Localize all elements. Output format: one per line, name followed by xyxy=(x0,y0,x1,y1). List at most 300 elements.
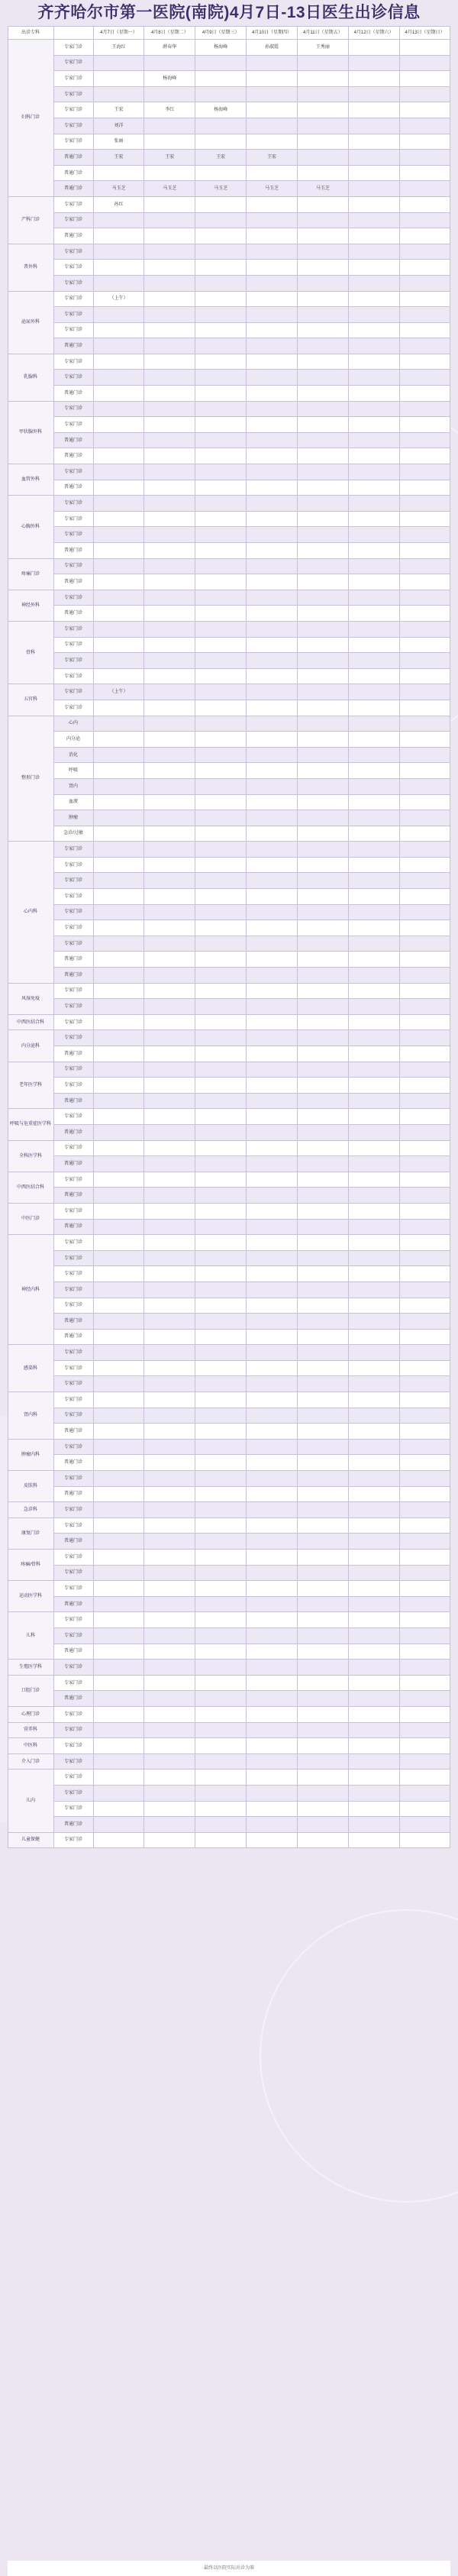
table-row xyxy=(8,668,450,684)
doctor-cell xyxy=(195,1203,247,1219)
doctor-cell xyxy=(247,1770,298,1786)
doctor-cell xyxy=(195,1706,247,1722)
clinic-type-cell: 普通门诊 xyxy=(53,1188,93,1204)
doctor-cell xyxy=(399,684,450,700)
clinic-type-cell: 专家门诊 xyxy=(53,1722,93,1738)
table-row xyxy=(8,1753,450,1770)
doctor-cell xyxy=(144,1753,195,1770)
doctor-cell xyxy=(195,228,247,244)
doctor-cell xyxy=(348,1817,399,1833)
doctor-cell xyxy=(348,1360,399,1376)
table-row xyxy=(8,684,450,700)
doctor-cell xyxy=(348,857,399,873)
clinic-type-cell: 普通门诊 xyxy=(53,1093,93,1109)
doctor-cell xyxy=(247,968,298,984)
clinic-type-cell: 专家门诊 xyxy=(53,889,93,905)
doctor-cell xyxy=(195,1801,247,1817)
doctor-cell xyxy=(247,1046,298,1062)
table-row xyxy=(8,1219,450,1235)
doctor-cell xyxy=(247,1691,298,1707)
table-row xyxy=(8,716,450,732)
doctor-cell xyxy=(348,983,399,999)
clinic-type-cell: 急诊/过敏 xyxy=(53,826,93,842)
doctor-cell xyxy=(348,1250,399,1266)
doctor-cell xyxy=(195,842,247,858)
doctor-cell xyxy=(93,1392,144,1408)
doctor-cell xyxy=(348,1770,399,1786)
doctor-cell xyxy=(144,810,195,826)
clinic-type-cell: 专家门诊 xyxy=(53,1392,93,1408)
table-row xyxy=(8,637,450,653)
doctor-cell xyxy=(144,1439,195,1455)
table-row xyxy=(8,558,450,574)
doctor-cell xyxy=(195,1832,247,1848)
doctor-cell xyxy=(348,480,399,496)
table-row xyxy=(8,1360,450,1376)
doctor-cell xyxy=(399,417,450,433)
doctor-cell xyxy=(247,401,298,417)
doctor-cell xyxy=(195,1235,247,1251)
doctor-cell xyxy=(93,543,144,559)
doctor-cell xyxy=(195,778,247,794)
department-cell: 血管外科 xyxy=(8,464,53,496)
table-row xyxy=(8,1675,450,1691)
doctor-cell xyxy=(93,1486,144,1502)
department-cell: 普外科 xyxy=(8,244,53,291)
clinic-type-cell: 普通门诊 xyxy=(53,480,93,496)
doctor-cell xyxy=(93,1722,144,1738)
doctor-cell xyxy=(247,291,298,307)
clinic-type-cell: 肿瘤 xyxy=(53,810,93,826)
doctor-cell xyxy=(399,1345,450,1361)
doctor-cell xyxy=(195,794,247,810)
doctor-cell xyxy=(247,1345,298,1361)
clinic-type-cell: 专家门诊 xyxy=(53,1517,93,1534)
doctor-cell xyxy=(297,842,348,858)
table-row xyxy=(8,936,450,952)
doctor-cell xyxy=(348,275,399,291)
doctor-cell xyxy=(144,165,195,181)
doctor-cell xyxy=(297,873,348,889)
table-row xyxy=(8,1706,450,1722)
doctor-cell xyxy=(297,165,348,181)
doctor-cell xyxy=(195,1266,247,1282)
doctor-cell xyxy=(144,1172,195,1188)
table-row xyxy=(8,1282,450,1298)
doctor-cell xyxy=(399,920,450,936)
doctor-cell xyxy=(93,999,144,1015)
doctor-cell xyxy=(247,1753,298,1770)
doctor-cell xyxy=(297,1471,348,1487)
clinic-type-cell: 专家门诊 xyxy=(53,1078,93,1094)
doctor-cell xyxy=(348,1093,399,1109)
doctor-cell xyxy=(348,1078,399,1094)
clinic-type-cell: 专家门诊 xyxy=(53,1360,93,1376)
doctor-cell xyxy=(247,134,298,150)
table-row xyxy=(8,1140,450,1156)
doctor-cell xyxy=(93,1078,144,1094)
doctor-cell xyxy=(195,527,247,543)
doctor-cell xyxy=(399,228,450,244)
footer-note: 最终以医院实际出诊为准 xyxy=(8,2561,450,2576)
clinic-type-cell: 普通门诊 xyxy=(53,1486,93,1502)
table-row xyxy=(8,165,450,181)
doctor-cell xyxy=(297,432,348,448)
doctor-cell xyxy=(195,1298,247,1314)
table-row xyxy=(8,401,450,417)
doctor-cell xyxy=(195,496,247,512)
clinic-type-cell: 专家门诊 xyxy=(53,1675,93,1691)
doctor-cell xyxy=(348,1345,399,1361)
doctor-cell xyxy=(399,275,450,291)
clinic-type-cell: 血液 xyxy=(53,794,93,810)
doctor-cell xyxy=(247,102,298,118)
doctor-cell xyxy=(195,1439,247,1455)
doctor-cell xyxy=(144,999,195,1015)
department-cell: 中西医结合科 xyxy=(8,1014,53,1030)
table-row xyxy=(8,842,450,858)
doctor-cell xyxy=(348,1329,399,1345)
doctor-cell xyxy=(399,322,450,338)
doctor-cell xyxy=(195,71,247,87)
doctor-cell xyxy=(144,716,195,732)
doctor-cell xyxy=(297,1109,348,1125)
doctor-cell xyxy=(144,873,195,889)
doctor-cell xyxy=(247,1140,298,1156)
doctor-cell xyxy=(144,417,195,433)
table-row xyxy=(8,134,450,150)
doctor-cell xyxy=(399,181,450,197)
table-row xyxy=(8,1627,450,1644)
clinic-type-cell: 普通门诊 xyxy=(53,165,93,181)
doctor-cell xyxy=(247,1392,298,1408)
doctor-cell xyxy=(399,1817,450,1833)
doctor-cell xyxy=(399,1738,450,1754)
doctor-cell xyxy=(399,55,450,71)
clinic-type-cell: 专家门诊 xyxy=(53,1439,93,1455)
doctor-cell xyxy=(297,1282,348,1298)
doctor-cell xyxy=(144,1612,195,1628)
doctor-cell xyxy=(195,1345,247,1361)
doctor-cell xyxy=(144,763,195,779)
doctor-cell xyxy=(93,558,144,574)
doctor-cell xyxy=(348,873,399,889)
doctor-cell xyxy=(297,1188,348,1204)
table-row xyxy=(8,1376,450,1392)
doctor-cell xyxy=(348,1471,399,1487)
table-row xyxy=(8,527,450,543)
doctor-cell xyxy=(195,1140,247,1156)
doctor-cell: 王宏 xyxy=(144,150,195,166)
doctor-cell xyxy=(195,1329,247,1345)
table-header xyxy=(8,27,450,40)
doctor-cell: 马玉芝 xyxy=(93,181,144,197)
department-cell: 甲状腺外科 xyxy=(8,401,53,464)
doctor-cell xyxy=(144,307,195,323)
table-row xyxy=(8,1046,450,1062)
doctor-cell xyxy=(348,1109,399,1125)
table-row xyxy=(8,386,450,402)
doctor-cell xyxy=(144,543,195,559)
doctor-cell xyxy=(195,1753,247,1770)
doctor-cell xyxy=(297,826,348,842)
doctor-cell xyxy=(195,873,247,889)
doctor-cell xyxy=(247,1329,298,1345)
table-row xyxy=(8,307,450,323)
doctor-cell xyxy=(297,794,348,810)
doctor-cell: 薛春华 xyxy=(144,40,195,56)
doctor-cell: 杨海峰 xyxy=(195,40,247,56)
doctor-cell xyxy=(144,1282,195,1298)
doctor-cell xyxy=(195,920,247,936)
table-row xyxy=(8,86,450,102)
department-cell: 神经内科 xyxy=(8,1235,53,1345)
doctor-cell xyxy=(297,401,348,417)
doctor-cell xyxy=(93,1534,144,1550)
doctor-cell xyxy=(144,1722,195,1738)
doctor-cell xyxy=(247,590,298,606)
clinic-type-cell: 普通门诊 xyxy=(53,1534,93,1550)
doctor-cell xyxy=(399,1093,450,1109)
doctor-cell xyxy=(195,637,247,653)
doctor-cell xyxy=(399,1550,450,1566)
doctor-cell xyxy=(93,747,144,763)
table-row xyxy=(8,196,450,212)
doctor-cell xyxy=(297,684,348,700)
doctor-cell: 王宏 xyxy=(247,150,298,166)
doctor-cell xyxy=(247,1612,298,1628)
doctor-cell xyxy=(93,904,144,920)
doctor-cell xyxy=(399,511,450,527)
clinic-type-cell: 专家门诊 xyxy=(53,1140,93,1156)
doctor-cell xyxy=(399,1078,450,1094)
doctor-cell xyxy=(297,763,348,779)
doctor-cell xyxy=(247,810,298,826)
doctor-cell xyxy=(399,40,450,56)
table-row xyxy=(8,1156,450,1172)
doctor-cell xyxy=(297,968,348,984)
doctor-cell xyxy=(144,322,195,338)
table-row xyxy=(8,1565,450,1581)
doctor-cell xyxy=(247,763,298,779)
doctor-cell xyxy=(195,1030,247,1046)
doctor-cell xyxy=(247,1738,298,1754)
doctor-cell xyxy=(348,1534,399,1550)
doctor-cell xyxy=(399,196,450,212)
doctor-cell xyxy=(348,1392,399,1408)
doctor-cell xyxy=(144,606,195,622)
doctor-cell xyxy=(144,1266,195,1282)
doctor-cell xyxy=(195,1360,247,1376)
doctor-cell xyxy=(144,260,195,276)
clinic-type-cell: 专家门诊 xyxy=(53,700,93,716)
doctor-cell xyxy=(144,590,195,606)
doctor-cell xyxy=(93,653,144,669)
table-row xyxy=(8,1596,450,1612)
doctor-cell xyxy=(247,386,298,402)
doctor-cell xyxy=(348,1172,399,1188)
doctor-cell xyxy=(247,747,298,763)
doctor-cell xyxy=(297,102,348,118)
doctor-cell xyxy=(144,684,195,700)
doctor-cell xyxy=(93,1675,144,1691)
doctor-cell xyxy=(144,511,195,527)
doctor-cell xyxy=(93,448,144,464)
doctor-cell xyxy=(297,1203,348,1219)
doctor-cell xyxy=(195,55,247,71)
doctor-cell xyxy=(348,1030,399,1046)
clinic-type-cell: 普通门诊 xyxy=(53,1219,93,1235)
doctor-cell xyxy=(93,1188,144,1204)
doctor-cell xyxy=(144,1785,195,1801)
department-cell: 内分泌科 xyxy=(8,1030,53,1062)
doctor-cell xyxy=(399,842,450,858)
doctor-cell xyxy=(144,1078,195,1094)
clinic-type-cell: 普通门诊 xyxy=(53,574,93,590)
doctor-cell xyxy=(399,1109,450,1125)
doctor-cell xyxy=(195,1046,247,1062)
clinic-type-cell: 专家门诊 xyxy=(53,401,93,417)
doctor-cell xyxy=(195,370,247,386)
doctor-cell xyxy=(195,668,247,684)
table-row xyxy=(8,1550,450,1566)
department-cell: 儿童保健 xyxy=(8,1832,53,1848)
doctor-cell xyxy=(399,1675,450,1691)
doctor-cell xyxy=(399,1360,450,1376)
clinic-type-cell: 专家门诊 xyxy=(53,322,93,338)
doctor-cell xyxy=(144,1550,195,1566)
doctor-cell xyxy=(348,716,399,732)
doctor-cell xyxy=(297,260,348,276)
doctor-cell xyxy=(297,71,348,87)
table-row xyxy=(8,1534,450,1550)
doctor-cell xyxy=(195,952,247,968)
doctor-cell xyxy=(348,1439,399,1455)
doctor-cell xyxy=(144,826,195,842)
doctor-cell xyxy=(399,86,450,102)
doctor-cell xyxy=(348,165,399,181)
doctor-cell xyxy=(399,386,450,402)
table-row xyxy=(8,747,450,763)
doctor-cell xyxy=(297,637,348,653)
doctor-cell xyxy=(93,668,144,684)
doctor-cell xyxy=(297,1030,348,1046)
doctor-cell xyxy=(348,511,399,527)
doctor-cell xyxy=(297,386,348,402)
doctor-cell xyxy=(195,999,247,1015)
doctor-cell xyxy=(144,574,195,590)
doctor-cell xyxy=(297,1502,348,1518)
doctor-cell xyxy=(399,1502,450,1518)
header-row xyxy=(8,27,450,40)
clinic-type-cell: 专家门诊 xyxy=(53,1235,93,1251)
clinic-type-cell: 专家门诊 xyxy=(53,1109,93,1125)
doctor-cell xyxy=(144,527,195,543)
department-cell: 感染科 xyxy=(8,1345,53,1392)
doctor-cell xyxy=(144,55,195,71)
table-row xyxy=(8,244,450,260)
doctor-cell xyxy=(144,1345,195,1361)
doctor-cell xyxy=(247,873,298,889)
doctor-cell xyxy=(195,1219,247,1235)
doctor-cell xyxy=(247,1250,298,1266)
clinic-type-cell: 专家门诊 xyxy=(53,1282,93,1298)
doctor-cell xyxy=(399,904,450,920)
clinic-type-cell: 普通门诊 xyxy=(53,386,93,402)
clinic-type-cell: 专家门诊 xyxy=(53,936,93,952)
doctor-cell xyxy=(399,1722,450,1738)
doctor-cell xyxy=(93,370,144,386)
doctor-cell xyxy=(93,1345,144,1361)
clinic-type-cell: 专家门诊 xyxy=(53,1706,93,1722)
doctor-cell xyxy=(399,1408,450,1424)
doctor-cell xyxy=(195,1109,247,1125)
doctor-cell xyxy=(297,1392,348,1408)
doctor-cell xyxy=(297,983,348,999)
table-row xyxy=(8,1250,450,1266)
doctor-cell xyxy=(297,1345,348,1361)
doctor-cell xyxy=(399,1282,450,1298)
doctor-cell xyxy=(247,920,298,936)
doctor-cell xyxy=(93,763,144,779)
doctor-cell xyxy=(247,952,298,968)
doctor-cell xyxy=(348,1314,399,1330)
doctor-cell: 马玉芝 xyxy=(195,181,247,197)
doctor-cell xyxy=(297,1376,348,1392)
doctor-cell xyxy=(399,1392,450,1408)
department-cell: 皮肤科 xyxy=(8,1471,53,1502)
doctor-cell xyxy=(93,464,144,480)
doctor-cell xyxy=(399,1486,450,1502)
doctor-cell xyxy=(144,1471,195,1487)
doctor-cell xyxy=(195,700,247,716)
doctor-cell xyxy=(93,1565,144,1581)
doctor-cell xyxy=(195,322,247,338)
doctor-cell xyxy=(144,1660,195,1676)
doctor-cell xyxy=(348,86,399,102)
doctor-cell xyxy=(93,307,144,323)
clinic-type-cell: 专家门诊 xyxy=(53,1345,93,1361)
doctor-cell xyxy=(348,212,399,228)
table-row xyxy=(8,1455,450,1471)
header-cell: 出诊专科 xyxy=(8,27,53,40)
doctor-cell xyxy=(348,1376,399,1392)
clinic-type-cell: 专家门诊 xyxy=(53,999,93,1015)
department-cell: 中医门诊 xyxy=(8,1203,53,1234)
doctor-cell xyxy=(247,653,298,669)
doctor-cell xyxy=(93,1596,144,1612)
doctor-cell xyxy=(399,700,450,716)
department-cell: 疼痛门诊 xyxy=(8,558,53,590)
doctor-cell xyxy=(399,1219,450,1235)
doctor-cell xyxy=(247,637,298,653)
doctor-cell: （上午） xyxy=(93,684,144,700)
doctor-cell xyxy=(399,464,450,480)
doctor-cell xyxy=(247,826,298,842)
doctor-cell xyxy=(93,1376,144,1392)
department-cell: 心胸外科 xyxy=(8,496,53,558)
doctor-cell xyxy=(93,480,144,496)
doctor-cell xyxy=(195,1424,247,1440)
doctor-cell xyxy=(93,338,144,354)
table-row xyxy=(8,1030,450,1046)
doctor-cell xyxy=(399,354,450,370)
table-row xyxy=(8,1439,450,1455)
doctor-cell xyxy=(93,810,144,826)
clinic-type-cell: 普通门诊 xyxy=(53,1817,93,1833)
doctor-cell xyxy=(399,716,450,732)
department-cell: 骨科 xyxy=(8,621,53,684)
